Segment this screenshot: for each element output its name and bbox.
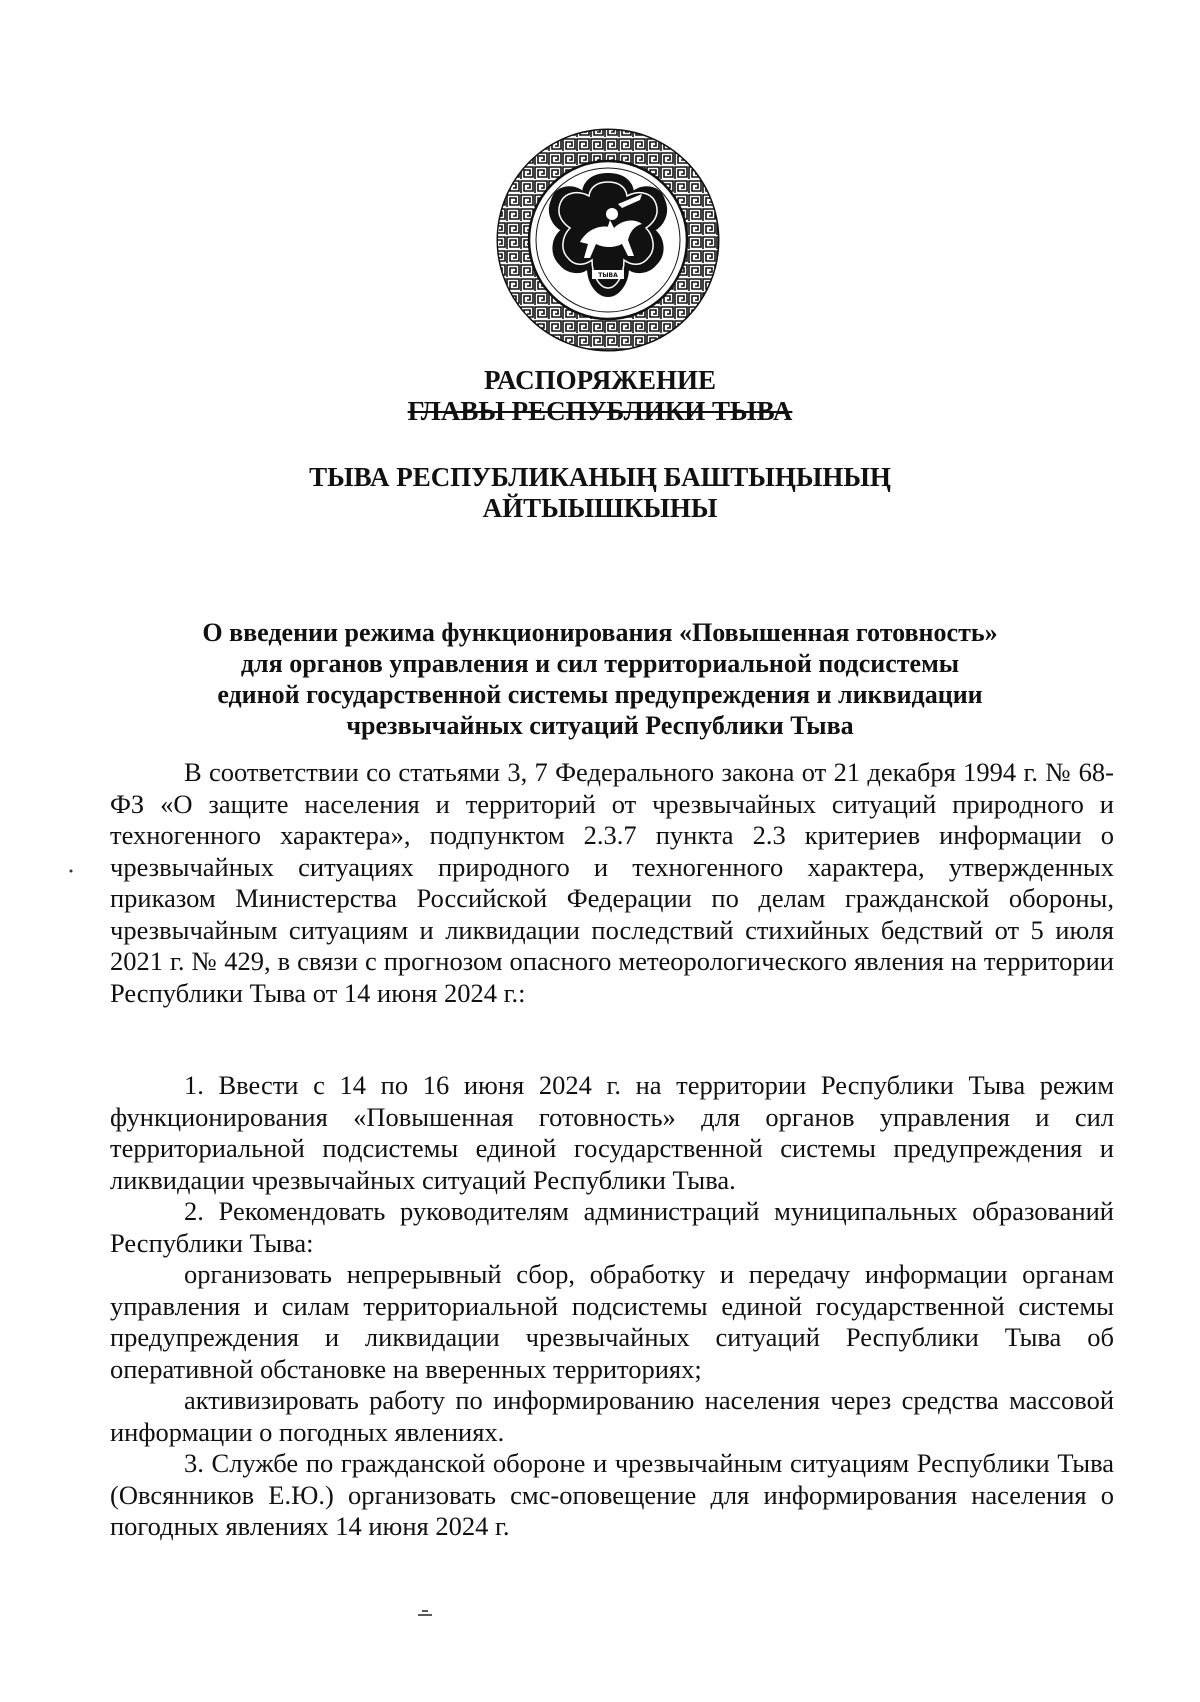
scan-mark bbox=[416, 1608, 436, 1618]
emblem-text: ТЫВА bbox=[598, 272, 618, 279]
item-3 bbox=[110, 1448, 1114, 1543]
heading-tyv-line2: АЙТЫЫШКЫНЫ bbox=[482, 493, 718, 523]
item-1 bbox=[110, 1070, 1114, 1196]
scan-dot bbox=[68, 868, 74, 874]
item-2-subitem-1-text: организовать непрерывный сбор, обработку и передачу информации органам управления и силам территориальной подсистемы единой государственной системы предупреждения и ликвидации чрезвычайных ситуаций Республики Тыва об оперативной обстановке на вверенных территориях; bbox=[110, 1259, 1114, 1384]
item-1-text: 1. Ввести с 14 по 16 июня 2024 г. на территории Республики Тыва режим функционирования «Повышенная готовность» для органов управления и сил территориальной подсистемы единой государственной системы предупреждения и ликвидации чрезвычайных ситуаций Республики Тыва. bbox=[110, 1070, 1114, 1195]
document-subject bbox=[110, 617, 1090, 741]
heading-ru-line2: ГЛАВЫ РЕСПУБЛИКИ ТЫВА bbox=[407, 396, 793, 426]
item-2 bbox=[110, 1196, 1114, 1259]
items-block bbox=[110, 1070, 1114, 1543]
subject-line1: О введении режима функционирования «Повышенная готовность» bbox=[202, 618, 998, 647]
subject-line2: для органов управления и сил территориальной подсистемы bbox=[240, 649, 960, 678]
item-3-text: 3. Службе по гражданской обороне и чрезвычайным ситуациям Республики Тыва (Овсянников Е.Ю.) организовать смс-оповещение для информирования населения о погодных явлениях 14 июня 2024 г. bbox=[110, 1448, 1114, 1541]
document-heading-tyv bbox=[0, 462, 1200, 524]
subject-line3: единой государственной системы предупреждения и ликвидации bbox=[217, 680, 983, 709]
item-2-subitem-2 bbox=[110, 1385, 1114, 1448]
tuva-republic-emblem-icon bbox=[492, 124, 724, 356]
subject-line4: чрезвычайных ситуаций Республики Тыва bbox=[346, 711, 854, 740]
item-2-subitem-2-text: активизировать работу по информированию населения через средства массовой информации о погодных явлениях. bbox=[110, 1385, 1114, 1447]
heading-tyv-line1: ТЫВА РЕСПУБЛИКАНЫҢ БАШТЫҢЫНЫҢ bbox=[309, 462, 891, 492]
preamble-paragraph bbox=[110, 757, 1114, 1009]
item-2-text: 2. Рекомендовать руководителям администраций муниципальных образований Республики Тыва: bbox=[110, 1196, 1114, 1258]
preamble-block bbox=[110, 757, 1114, 1009]
heading-ru-line1: РАСПОРЯЖЕНИЕ bbox=[483, 365, 717, 395]
document-heading-ru bbox=[0, 365, 1200, 427]
preamble-text: В соответствии со статьями 3, 7 Федерального закона от 21 декабря 1994 г. № 68-ФЗ «О защите населения и территорий от чрезвычайных ситуаций природного и техногенного характера», подпунктом 2.3.7 пункта 2.3 критериев информации о чрезвычайных ситуациях природного и техногенного характера, утвержденных приказом Министерства Российской Федерации по делам гражданской обороны, чрезвычайным ситуациям и ликвидации последствий стихийных бедствий от 5 июля 2021 г. № 429, в связи с прогнозом опасного метеорологического явления на территории Республики Тыва от 14 июня 2024 г.: bbox=[110, 757, 1114, 1008]
item-2-subitem-1 bbox=[110, 1259, 1114, 1385]
